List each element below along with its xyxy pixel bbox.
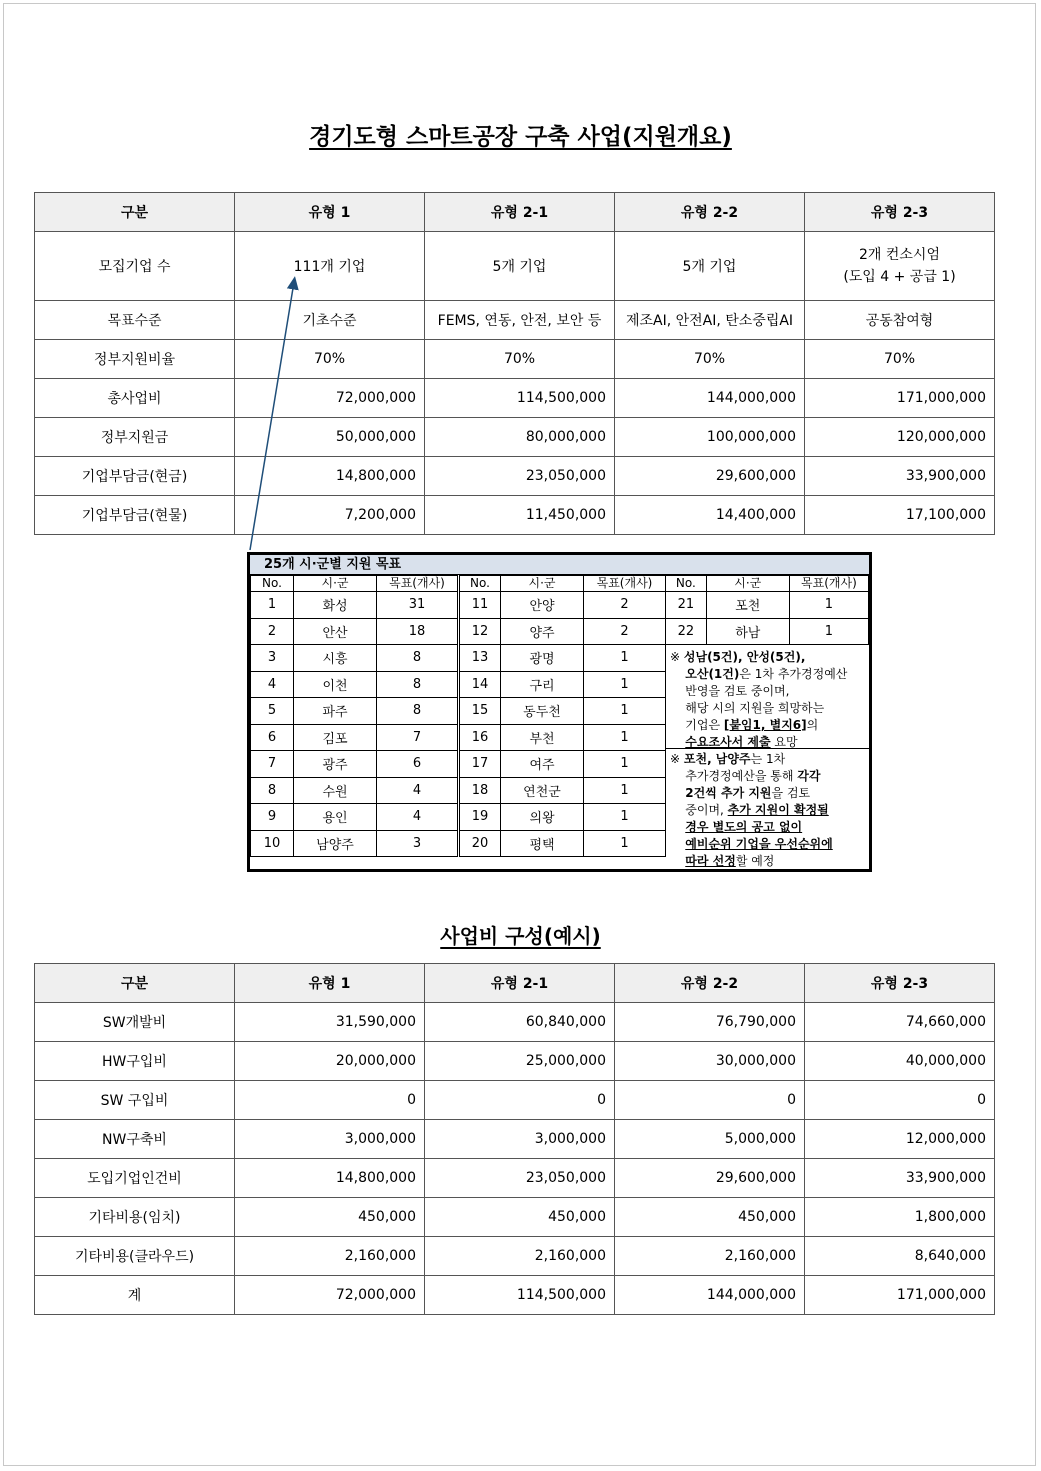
region-no-cell: 14: [460, 671, 501, 698]
summary-cell: 114,500,000: [425, 379, 615, 418]
cost-row: [35, 1237, 995, 1276]
cost-header-cell: 구분: [35, 964, 235, 1003]
summary-cell: 171,000,000: [805, 379, 995, 418]
region-target-cell: 1: [584, 804, 666, 831]
cost-cell: 2,160,000: [235, 1237, 425, 1276]
summary-row-label: 총사업비: [35, 379, 235, 418]
cost-header-row: [35, 964, 995, 1003]
summary-cell: 72,000,000: [235, 379, 425, 418]
cost-cell: 0: [425, 1081, 615, 1120]
region-target-cell: 1: [584, 830, 666, 857]
region-no-cell: 8: [251, 777, 294, 804]
region-city-cell: 안산: [294, 618, 377, 645]
cost-row-label: NW구축비: [35, 1120, 235, 1159]
region-city-cell: 파주: [294, 698, 377, 725]
region-target-cell: 1: [789, 592, 868, 619]
region-target-cell: 31: [377, 592, 458, 619]
cost-row: [35, 1003, 995, 1042]
region-target-cell: 4: [377, 777, 458, 804]
region-target-cell: 1: [584, 777, 666, 804]
region-target-cell: 1: [584, 751, 666, 778]
summary-cell: 5개 기업: [425, 232, 615, 301]
cost-row: [35, 1276, 995, 1315]
region-city-cell: 이천: [294, 671, 377, 698]
summary-cell: 144,000,000: [615, 379, 805, 418]
region-target-cell: 3: [377, 830, 458, 857]
region-no-cell: 4: [251, 671, 294, 698]
region-city-cell: 수원: [294, 777, 377, 804]
region-city-cell: 안양: [501, 592, 584, 619]
region-target-cell: 8: [377, 645, 458, 672]
cost-header-cell: 유형 1: [235, 964, 425, 1003]
cost-cell: 2,160,000: [615, 1237, 805, 1276]
region-city-cell: 용인: [294, 804, 377, 831]
cost-cell: 12,000,000: [805, 1120, 995, 1159]
summary-cell: 7,200,000: [235, 496, 425, 535]
summary-cell: 70%: [425, 340, 615, 379]
cost-cell: 2,160,000: [425, 1237, 615, 1276]
region-header-cell: 시·군: [706, 576, 789, 592]
region-note-1: ※ 성남(5건), 안성(5건), 오산(1건)은 1차 추가경정예산 반영을 검토 중이며, 해당 시의 지원을 희망하는 기업은 [붙임1, 별지6]의 수요조사서 제출 요망: [670, 650, 848, 749]
region-no-cell: 22: [666, 618, 707, 645]
summary-cell: 70%: [805, 340, 995, 379]
cost-cell: 114,500,000: [425, 1276, 615, 1315]
cost-cell: 144,000,000: [615, 1276, 805, 1315]
region-no-cell: 18: [460, 777, 501, 804]
cost-cell: 60,840,000: [425, 1003, 615, 1042]
summary-row-label: 정부지원금: [35, 418, 235, 457]
region-no-cell: 19: [460, 804, 501, 831]
cost-cell: 33,900,000: [805, 1159, 995, 1198]
summary-cell: 50,000,000: [235, 418, 425, 457]
region-city-cell: 의왕: [501, 804, 584, 831]
summary-header-cell: 유형 1: [235, 193, 425, 232]
region-header-cell: 목표(개사): [584, 576, 666, 592]
cost-cell: 3,000,000: [235, 1120, 425, 1159]
region-note-2: ※ 포천, 남양주는 1차 추가경정예산을 통해 각각 2건씩 추가 지원을 검토 중이며, 추가 지원이 확정될 경우 별도의 공고 없이 예비순위 기업을 우선순위에 따라 선정할 예정: [670, 752, 833, 868]
summary-header-cell: 유형 2-2: [615, 193, 805, 232]
cost-cell: 171,000,000: [805, 1276, 995, 1315]
summary-cell: 100,000,000: [615, 418, 805, 457]
region-city-cell: 광주: [294, 751, 377, 778]
cost-row-label: SW개발비: [35, 1003, 235, 1042]
summary-row-label: 목표수준: [35, 301, 235, 340]
region-city-cell: 부천: [501, 724, 584, 751]
region-target-cell: 18: [377, 618, 458, 645]
cost-cell: 72,000,000: [235, 1276, 425, 1315]
region-target-cell: 1: [584, 671, 666, 698]
summary-cell: 11,450,000: [425, 496, 615, 535]
cost-row-label: 도입기업인건비: [35, 1159, 235, 1198]
cost-cell: 20,000,000: [235, 1042, 425, 1081]
cost-cell: 3,000,000: [425, 1120, 615, 1159]
cost-cell: 29,600,000: [615, 1159, 805, 1198]
cost-row: [35, 1120, 995, 1159]
summary-cell: 29,600,000: [615, 457, 805, 496]
cost-row: [35, 1081, 995, 1120]
cost-row-label: SW 구입비: [35, 1081, 235, 1120]
summary-cell: 33,900,000: [805, 457, 995, 496]
region-header-cell: No.: [460, 576, 501, 592]
cost-cell: 23,050,000: [425, 1159, 615, 1198]
cost-row-label: 계: [35, 1276, 235, 1315]
cost-cell: 1,800,000: [805, 1198, 995, 1237]
cost-table: [34, 963, 995, 1315]
cost-cell: 0: [235, 1081, 425, 1120]
region-target-cell: 7: [377, 724, 458, 751]
cost-row-label: 기타비용(임치): [35, 1198, 235, 1237]
cost-row-label: HW구입비: [35, 1042, 235, 1081]
page-title: 경기도형 스마트공장 구축 사업(지원개요): [309, 124, 732, 150]
summary-cell: 17,100,000: [805, 496, 995, 535]
region-no-cell: 16: [460, 724, 501, 751]
cost-cell: 76,790,000: [615, 1003, 805, 1042]
summary-cell: 5개 기업: [615, 232, 805, 301]
region-city-cell: 남양주: [294, 830, 377, 857]
region-panel-title: 25개 시·군별 지원 목표: [250, 555, 869, 575]
region-header-cell: No.: [251, 576, 294, 592]
region-no-cell: 1: [251, 592, 294, 619]
summary-cell: 120,000,000: [805, 418, 995, 457]
region-target-cell: 1: [584, 724, 666, 751]
region-city-cell: 양주: [501, 618, 584, 645]
summary-row-label: 정부지원비율: [35, 340, 235, 379]
region-city-cell: 김포: [294, 724, 377, 751]
region-header-cell: 시·군: [294, 576, 377, 592]
region-target-cell: 2: [584, 592, 666, 619]
region-header-cell: 목표(개사): [377, 576, 458, 592]
summary-cell: FEMS, 연동, 안전, 보안 등: [425, 301, 615, 340]
region-city-cell: 화성: [294, 592, 377, 619]
summary-cell: 제조AI, 안전AI, 탄소중립AI: [615, 301, 805, 340]
summary-header-cell: 유형 2-1: [425, 193, 615, 232]
summary-cell: 14,800,000: [235, 457, 425, 496]
region-target-cell: 6: [377, 751, 458, 778]
cost-cell: 25,000,000: [425, 1042, 615, 1081]
cost-row: [35, 1159, 995, 1198]
region-city-cell: 시흥: [294, 645, 377, 672]
summary-cell: 기초수준: [235, 301, 425, 340]
region-city-cell: 포천: [706, 592, 789, 619]
region-no-cell: 12: [460, 618, 501, 645]
cost-cell: 0: [615, 1081, 805, 1120]
region-city-cell: 구리: [501, 671, 584, 698]
summary-cell: 70%: [615, 340, 805, 379]
summary-cell: 80,000,000: [425, 418, 615, 457]
region-no-cell: 10: [251, 830, 294, 857]
cost-cell: 40,000,000: [805, 1042, 995, 1081]
region-no-cell: 13: [460, 645, 501, 672]
summary-cell: 14,400,000: [615, 496, 805, 535]
cost-cell: 450,000: [425, 1198, 615, 1237]
region-city-cell: 여주: [501, 751, 584, 778]
cost-row-label: 기타비용(클라우드): [35, 1237, 235, 1276]
cost-cell: 31,590,000: [235, 1003, 425, 1042]
cost-cell: 14,800,000: [235, 1159, 425, 1198]
summary-cell: 70%: [235, 340, 425, 379]
region-no-cell: 11: [460, 592, 501, 619]
summary-header-cell: 구분: [35, 193, 235, 232]
region-no-cell: 3: [251, 645, 294, 672]
region-no-cell: 2: [251, 618, 294, 645]
cost-row: [35, 1198, 995, 1237]
summary-cell: 공동참여형: [805, 301, 995, 340]
region-city-cell: 광명: [501, 645, 584, 672]
cost-cell: 0: [805, 1081, 995, 1120]
summary-cell: 23,050,000: [425, 457, 615, 496]
cost-cell: 450,000: [615, 1198, 805, 1237]
summary-cell: 111개 기업: [235, 232, 425, 301]
region-no-cell: 15: [460, 698, 501, 725]
summary-row-label: 기업부담금(현물): [35, 496, 235, 535]
cost-cell: 8,640,000: [805, 1237, 995, 1276]
region-no-cell: 7: [251, 751, 294, 778]
cost-cell: 30,000,000: [615, 1042, 805, 1081]
cost-header-cell: 유형 2-2: [615, 964, 805, 1003]
cost-section-title: 사업비 구성(예시): [440, 924, 601, 948]
region-no-cell: 20: [460, 830, 501, 857]
region-target-cell: 1: [584, 645, 666, 672]
cost-cell: 450,000: [235, 1198, 425, 1237]
region-header-cell: No.: [666, 576, 707, 592]
cost-header-cell: 유형 2-1: [425, 964, 615, 1003]
cost-header-cell: 유형 2-3: [805, 964, 995, 1003]
region-no-cell: 9: [251, 804, 294, 831]
region-city-cell: 연천군: [501, 777, 584, 804]
cost-cell: 5,000,000: [615, 1120, 805, 1159]
region-city-cell: 평택: [501, 830, 584, 857]
region-no-cell: 5: [251, 698, 294, 725]
region-header-cell: 목표(개사): [789, 576, 868, 592]
region-target-cell: 1: [584, 698, 666, 725]
summary-row-label: 모집기업 수: [35, 232, 235, 301]
cost-cell: 74,660,000: [805, 1003, 995, 1042]
region-no-cell: 17: [460, 751, 501, 778]
region-no-cell: 6: [251, 724, 294, 751]
summary-header-cell: 유형 2-3: [805, 193, 995, 232]
summary-row-label: 기업부담금(현금): [35, 457, 235, 496]
summary-cell: 2개 컨소시엄 (도입 4 + 공급 1): [805, 232, 995, 301]
region-target-cell: 2: [584, 618, 666, 645]
region-city-cell: 동두천: [501, 698, 584, 725]
region-target-cell: 8: [377, 671, 458, 698]
region-city-cell: 하남: [706, 618, 789, 645]
cost-row: [35, 1042, 995, 1081]
region-target-cell: 1: [789, 618, 868, 645]
region-no-cell: 21: [666, 592, 707, 619]
region-header-cell: 시·군: [501, 576, 584, 592]
region-target-cell: 8: [377, 698, 458, 725]
region-target-cell: 4: [377, 804, 458, 831]
